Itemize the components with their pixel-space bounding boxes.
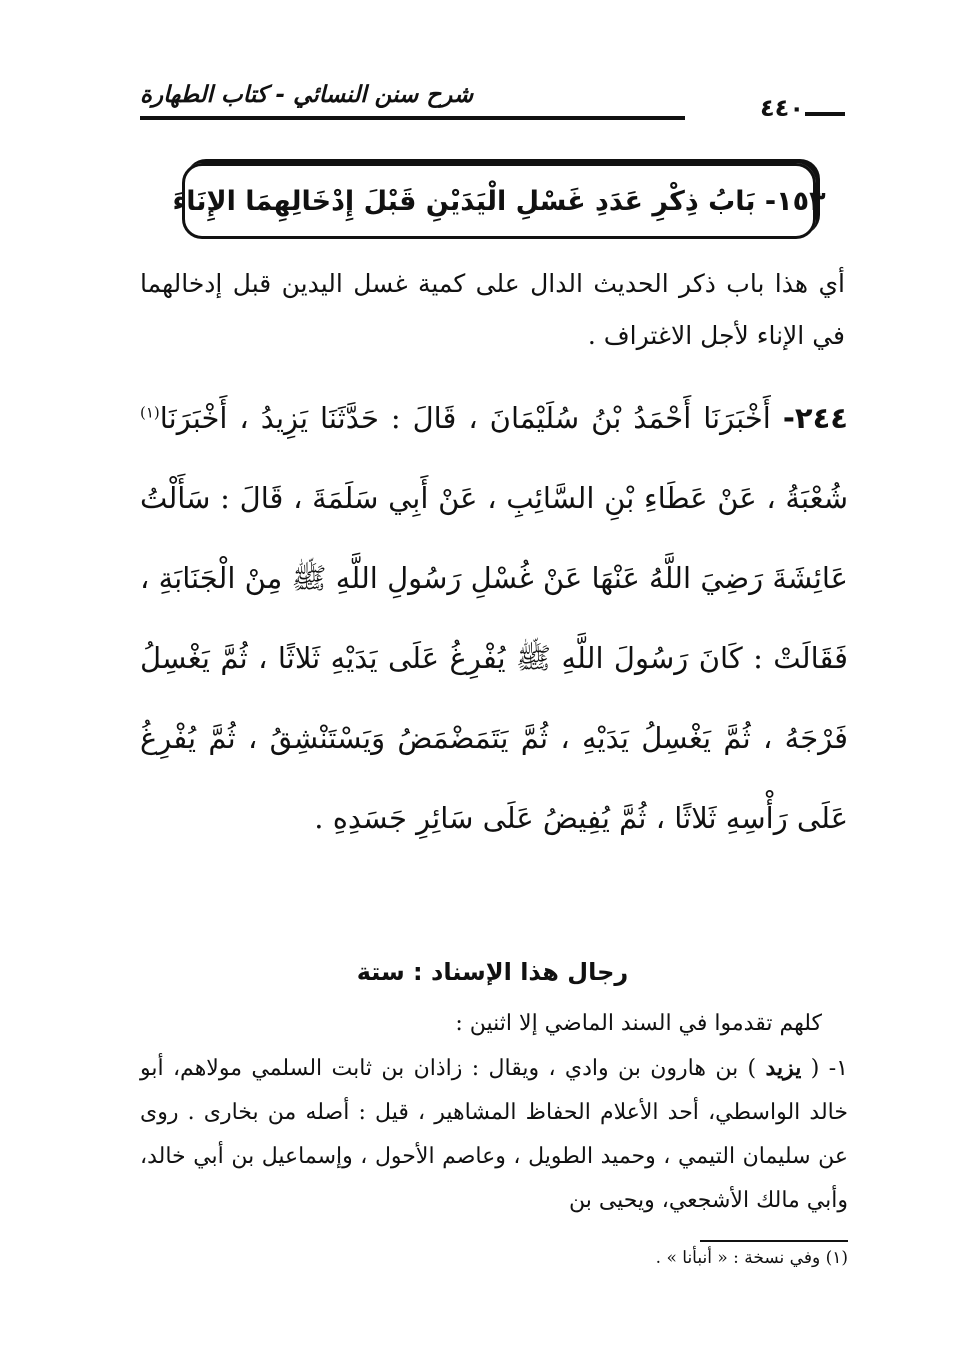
footnote: (١) وفي نسخة : « أنبأنا » .	[655, 1248, 848, 1268]
hadith-rest: شُعْبَةُ ، عَنْ عَطَاءِ بْنِ السَّائِبِ ، عَنْ أَبِي سَلَمَةَ ، قَالَ : سَأَلْتُ عَائِشَةَ رَضِيَ اللَّهُ عَنْهَا عَنْ غُسْلِ رَسُولِ اللَّهِ ﷺ مِنْ الْجَنَابَةِ ، فَقَالَتْ : كَانَ رَسُولَ اللَّهِ ﷺ يُفْرِغُ عَلَى يَدَيْهِ ثَلاثًا ، ثُمَّ يَغْسِلُ فَرْجَهُ ، ثُمَّ يَغْسِلُ يَدَيْهِ ، ثُمَّ يَتَمَضْمَضُ وَيَسْتَنْشِقُ ، ثُمَّ يُفْرِغُ عَلَى رَأْسِهِ ثَلاثًا ، ثُمَّ يُفِيضُ عَلَى سَائِرِ جَسَدِهِ .	[140, 481, 848, 835]
hadith-number: ٢٤٤-	[782, 401, 849, 435]
intro-paragraph: أي هذا باب ذكر الحديث الدال على كمية غسل اليدين قبل إدخالهما في الإناء لأجل الاغتراف .	[140, 269, 845, 350]
page-header	[140, 78, 845, 128]
chapter-title: ١٥٣- بَابُ ذِكْرِ عَدَدِ غَسْلِ الْيَدَيْنِ قَبْلَ إِدْخَالِهِمَا الإِنَاءَ	[172, 185, 826, 217]
footnote-rule	[700, 1240, 848, 1242]
chapter-title-box	[172, 163, 826, 239]
running-title: شرح سنن النسائي - كتاب الطهارة	[140, 82, 474, 108]
narrators-section	[140, 1002, 848, 1223]
narrator-name: يزيد	[765, 1055, 802, 1081]
page-number-rule	[805, 112, 845, 116]
narrator-prefix: ١- (	[810, 1056, 848, 1081]
page-number: ٤٤٠	[760, 94, 804, 122]
footnote-reference[interactable]: (١)	[140, 403, 160, 422]
narrator-body: ) بن هارون بن وادي ، ويقال : زاذان بن ثابت السلمي مولاهم، أبو خالد الواسطي، أحد الأعلام الحفاظ المشاهير ، قيل : أصله من بخارى . روى عن سليمان التيمي ، وحميد الطويل ، وعاصم الأحول ، وإسماعيل بن أبي خالد، وأبي مالك الأشجعي، ويحيى بن	[140, 1056, 848, 1213]
hadith-first-part: أَخْبَرَنَا أَحْمَدُ بْنُ سُلَيْمَانَ ، قَالَ : حَدَّثَنَا يَزِيدُ ، أَخْبَرَنَا	[159, 401, 771, 435]
header-rule	[140, 116, 685, 120]
hadith-text	[140, 378, 848, 858]
narrator-item	[140, 1046, 848, 1223]
section-heading: رجال هذا الإسناد : ستة	[356, 958, 629, 986]
narrators-lead: كلهم تقدموا في السند الماضي إلا اثنين :	[455, 1011, 822, 1036]
